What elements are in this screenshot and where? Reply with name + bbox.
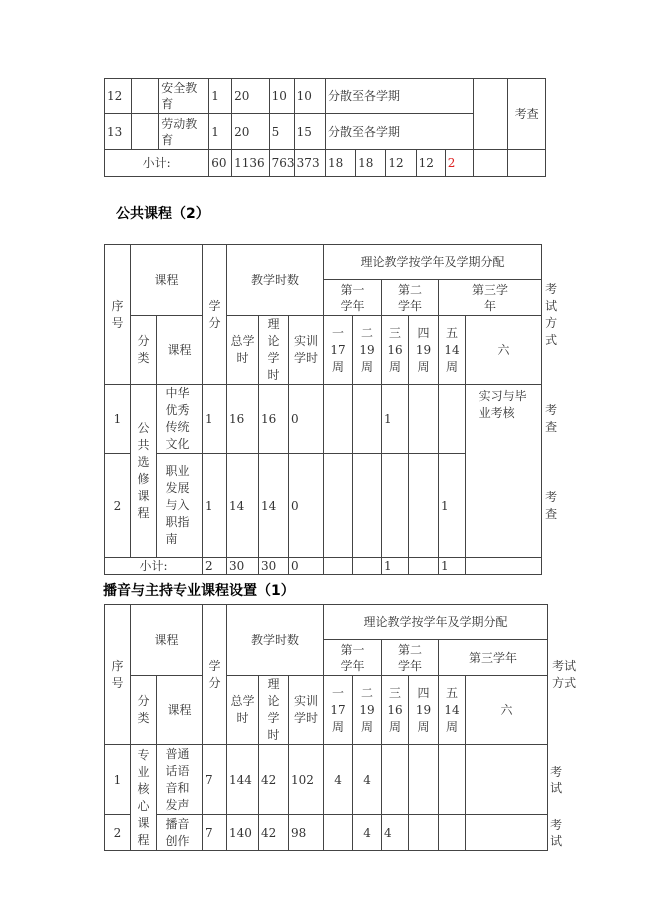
- practice-hours-cell: 0: [289, 385, 324, 454]
- subtotal-sem6: [466, 558, 542, 575]
- subtotal-label: 小计:: [105, 150, 209, 177]
- distribution-cell: 分散至各学期: [325, 114, 473, 150]
- sem6-cell: [473, 79, 507, 150]
- header-sem1: 一17周: [324, 676, 353, 745]
- distribution-cell: 分散至各学期: [325, 79, 473, 114]
- table-public-electives: 序号 课程 学分 教学时数 理论教学按学年及学期分配 考试方式 第一学年 第二学年 第三学年 分类 课程 总学时 理论学时 实训学时 一17周 二19周 三16周 四19周 五14周 六 1 公共选修课程 中华优秀传统文化 1 16 16 0 1 实习与毕业考核 考查 2 职业发展与入职指南 1 14 14 0 1 考查 小计: 2 30 30 0 1 1: [104, 244, 542, 575]
- section-heading-public-courses-2: 公共课程（2）: [116, 206, 210, 222]
- header-sem6: 六: [466, 316, 542, 385]
- header-sem1: 一17周: [324, 316, 353, 385]
- table-major-courses: 序号 课程 学分 教学时数 理论教学按学年及学期分配 考试方式 第一学年 第二学年 第三学年 分类 课程 总学时 理论学时 实训学时 一17周 二19周 三16周 四19周 五14周 六 1 专业核心课程 普通话语音和发声 7 144 42 102 4 4 考试 2 播音创作 7 140 42 98 4 4 考试: [104, 604, 548, 851]
- table-continued: [104, 78, 546, 177]
- course-name: 中华优秀传统文化: [157, 385, 203, 454]
- sem4-cell: [409, 454, 439, 558]
- course-name: 安全教育: [159, 79, 209, 114]
- header-theory: 理论学时: [259, 316, 289, 385]
- subtotal-practice-hours: 373: [294, 150, 325, 177]
- theory-hours-cell: 5: [269, 114, 294, 150]
- subtotal-sem5: 2: [445, 150, 473, 177]
- theory-hours-cell: 14: [259, 454, 289, 558]
- row-number: 1: [105, 385, 131, 454]
- row-number: 12: [105, 79, 132, 114]
- header-teaching-hours: 教学时数: [227, 245, 324, 316]
- subtotal-sem5: 1: [439, 558, 466, 575]
- sem5-cell: [439, 385, 466, 454]
- credit-cell: 7: [203, 815, 227, 851]
- header-sem5: 五14周: [439, 316, 466, 385]
- sem4-cell: [409, 815, 439, 851]
- header-sem5: 五14周: [439, 676, 466, 745]
- sem3-cell: [382, 454, 409, 558]
- header-year1: 第一学年: [324, 640, 382, 676]
- sem4-cell: [409, 385, 439, 454]
- subtotal-credit: 2: [203, 558, 227, 575]
- header-no: 序号: [105, 605, 131, 745]
- sem1-cell: [324, 454, 353, 558]
- table-row: 1 专业核心课程 普通话语音和发声 7 144 42 102 4 4 考试: [105, 745, 548, 815]
- header-year3: 第三学年: [439, 280, 542, 316]
- header-category: 分类: [131, 316, 157, 385]
- sem3-cell: 4: [382, 815, 409, 851]
- header-sem3: 三16周: [382, 316, 409, 385]
- total-hours-cell: 140: [227, 815, 259, 851]
- practice-hours-cell: 15: [294, 114, 325, 150]
- subtotal-sem1: [324, 558, 353, 575]
- sem2-cell: [353, 385, 382, 454]
- sem6-cell: [466, 815, 548, 851]
- table-row: 2 职业发展与入职指南 1 14 14 0 1 考查: [105, 454, 542, 558]
- subtotal-total-hours: 30: [227, 558, 259, 575]
- practice-hours-cell: 10: [294, 79, 325, 114]
- header-distribution: 理论教学按学年及学期分配: [324, 245, 542, 280]
- subtotal-row: [105, 150, 546, 177]
- sem5-cell: [439, 745, 466, 815]
- course-name: 播音创作: [157, 815, 203, 851]
- header-course-group: 课程: [131, 605, 203, 676]
- theory-hours-cell: 16: [259, 385, 289, 454]
- credit-cell: 1: [203, 385, 227, 454]
- header-sem3: 三16周: [382, 676, 409, 745]
- header-course-group: 课程: [131, 245, 203, 316]
- header-teaching-hours: 教学时数: [227, 605, 324, 676]
- practice-hours-cell: 98: [289, 815, 324, 851]
- header-no: 序号: [105, 245, 131, 385]
- subtotal-sem6: [473, 150, 507, 177]
- total-hours-cell: 14: [227, 454, 259, 558]
- subtotal-exam: [508, 150, 546, 177]
- section-heading-major-courses-1: 播音与主持专业课程设置（1）: [103, 583, 295, 599]
- header-practice: 实训学时: [289, 676, 324, 745]
- subtotal-theory-hours: 30: [259, 558, 289, 575]
- total-hours-cell: 144: [227, 745, 259, 815]
- theory-hours-cell: 10: [269, 79, 294, 114]
- course-name: 职业发展与入职指南: [157, 454, 203, 558]
- subtotal-theory-hours: 763: [269, 150, 294, 177]
- subtotal-label: 小计:: [105, 558, 203, 575]
- credit-cell: 1: [209, 114, 232, 150]
- header-theory: 理论学时: [259, 676, 289, 745]
- total-hours-cell: 16: [227, 385, 259, 454]
- category-cell: 专业核心课程: [131, 745, 157, 851]
- subtotal-total-hours: 1136: [232, 150, 270, 177]
- subtotal-sem4: [409, 558, 439, 575]
- subtotal-sem1: 18: [325, 150, 355, 177]
- sem5-cell: [439, 815, 466, 851]
- row-number: 13: [105, 114, 132, 150]
- header-total: 总学时: [227, 316, 259, 385]
- sem2-cell: 4: [353, 815, 382, 851]
- sem5-cell: 1: [439, 454, 466, 558]
- sem1-cell: [324, 385, 353, 454]
- subtotal-practice-hours: 0: [289, 558, 324, 575]
- sem2-cell: [353, 454, 382, 558]
- course-name: 劳动教育: [159, 114, 209, 150]
- sem6-note: 实习与毕业考核: [466, 385, 542, 558]
- sem3-cell: 1: [382, 385, 409, 454]
- total-hours-cell: 20: [232, 114, 270, 150]
- row-number: 2: [105, 454, 131, 558]
- table-row: 1 公共选修课程 中华优秀传统文化 1 16 16 0 1 实习与毕业考核 考查: [105, 385, 542, 454]
- header-sem4: 四19周: [409, 676, 439, 745]
- header-sem6: 六: [466, 676, 548, 745]
- sem6-cell: [466, 745, 548, 815]
- credit-cell: 1: [209, 79, 232, 114]
- header-credit: 学分: [203, 245, 227, 385]
- header-year2: 第二学年: [382, 280, 439, 316]
- header-sem4: 四19周: [409, 316, 439, 385]
- total-hours-cell: 20: [232, 79, 270, 114]
- sem2-cell: 4: [353, 745, 382, 815]
- subtotal-sem3: 1: [382, 558, 409, 575]
- credit-cell: 7: [203, 745, 227, 815]
- subtotal-row: [105, 558, 542, 575]
- theory-hours-cell: 42: [259, 815, 289, 851]
- subtotal-credit: 60: [209, 150, 232, 177]
- category-cell: [132, 79, 159, 114]
- header-distribution: 理论教学按学年及学期分配: [324, 605, 548, 640]
- header-course: 课程: [157, 676, 203, 745]
- subtotal-sem3: 12: [386, 150, 416, 177]
- subtotal-sem2: 18: [356, 150, 386, 177]
- sem1-cell: 4: [324, 745, 353, 815]
- practice-hours-cell: 102: [289, 745, 324, 815]
- category-cell: [132, 114, 159, 150]
- header-credit: 学分: [203, 605, 227, 745]
- theory-hours-cell: 42: [259, 745, 289, 815]
- header-year3: 第三学年: [439, 640, 548, 676]
- subtotal-sem2: [353, 558, 382, 575]
- sem3-cell: [382, 745, 409, 815]
- practice-hours-cell: 0: [289, 454, 324, 558]
- header-practice: 实训学时: [289, 316, 324, 385]
- header-year2: 第二学年: [382, 640, 439, 676]
- header-course: 课程: [157, 316, 203, 385]
- row-number: 1: [105, 745, 131, 815]
- credit-cell: 1: [203, 454, 227, 558]
- header-total: 总学时: [227, 676, 259, 745]
- sem1-cell: [324, 815, 353, 851]
- table-row: [105, 79, 546, 114]
- table-row: 2 播音创作 7 140 42 98 4 4 考试: [105, 815, 548, 851]
- category-cell: 公共选修课程: [131, 385, 157, 558]
- exam-method-cell: 考查: [508, 79, 546, 150]
- header-category: 分类: [131, 676, 157, 745]
- header-sem2: 二19周: [353, 316, 382, 385]
- header-year1: 第一学年: [324, 280, 382, 316]
- sem4-cell: [409, 745, 439, 815]
- header-sem2: 二19周: [353, 676, 382, 745]
- subtotal-sem4: 12: [416, 150, 445, 177]
- row-number: 2: [105, 815, 131, 851]
- course-name: 普通话语音和发声: [157, 745, 203, 815]
